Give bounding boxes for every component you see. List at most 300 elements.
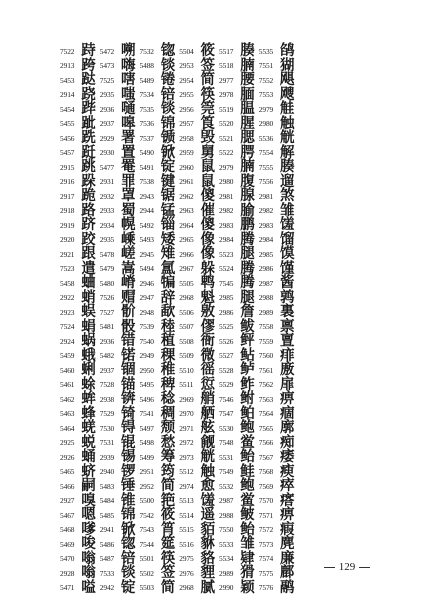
entry-number: 2971 [179, 423, 194, 433]
entry-number: 5533 [219, 539, 234, 549]
entry-number: 5534 [219, 554, 234, 564]
entry-character: 愆 [200, 376, 215, 393]
dictionary-entry [179, 131, 219, 146]
dictionary-entry [100, 523, 140, 538]
entry-character: 锬 [121, 565, 136, 581]
dictionary-entry [60, 523, 100, 538]
dictionary-entry [219, 102, 259, 117]
dictionary-entry [140, 320, 180, 335]
entry-number: 2988 [219, 510, 234, 520]
entry-character: 馍 [280, 246, 295, 262]
entry-character: 锯 [160, 188, 176, 204]
entry-number: 5461 [60, 380, 75, 390]
entry-number: 5480 [99, 278, 115, 288]
entry-number: 7523 [60, 264, 75, 274]
entry-number: 5477 [99, 162, 115, 172]
entry-number: 2969 [179, 394, 194, 404]
entry-number: 2982 [258, 206, 274, 216]
entry-number: 2935 [99, 90, 115, 100]
entry-character: 嵩 [121, 260, 136, 277]
entry-number: 5468 [60, 525, 75, 535]
entry-character: 筹 [160, 449, 176, 465]
entry-number: 2928 [60, 568, 75, 578]
entry-character: 嗐 [121, 72, 136, 88]
entry-number: 2933 [99, 206, 115, 216]
entry-number: 5521 [219, 133, 234, 143]
entry-number: 7522 [60, 46, 75, 56]
entry-character: 敫 [200, 304, 215, 320]
entry-character: 筲 [160, 521, 176, 538]
dictionary-entry [140, 479, 180, 494]
entry-number: 2918 [60, 206, 75, 216]
entry-character: 锝 [121, 420, 136, 436]
entry-number: 2943 [139, 191, 154, 201]
entry-character: 错 [121, 333, 136, 349]
entry-character: 锬 [160, 57, 176, 74]
entry-number: 2961 [179, 177, 194, 187]
entry-number: 2983 [219, 220, 234, 230]
entry-character: 蛴 [81, 463, 96, 480]
entry-number: 7560 [258, 351, 274, 361]
entry-character: 稔 [160, 391, 176, 407]
dictionary-entry [140, 233, 180, 248]
entry-character: 嗣 [81, 478, 96, 494]
entry-character: 躲 [200, 260, 215, 277]
dictionary-entry [259, 378, 299, 393]
entry-number: 2981 [219, 191, 234, 201]
dictionary-entry [140, 247, 180, 262]
dictionary-entry [179, 494, 219, 509]
dictionary-entry [100, 44, 140, 59]
dictionary-entry [179, 175, 219, 190]
entry-character: 锩 [160, 72, 176, 88]
entry-character: 辞 [160, 289, 176, 306]
dictionary-entry [60, 566, 100, 581]
entry-number: 5499 [139, 452, 154, 462]
dictionary-entry [60, 552, 100, 567]
entry-number: 2915 [60, 162, 75, 172]
dictionary-entry [259, 44, 299, 59]
entry-number: 5515 [179, 525, 194, 535]
dictionary-entry [100, 218, 140, 233]
entry-character: 简 [160, 579, 176, 596]
entry-character: 嵊 [121, 231, 136, 248]
dictionary-entry [100, 392, 140, 407]
entry-character: 鲏 [240, 507, 255, 523]
entry-character: 傻 [200, 188, 215, 204]
footer-dash-left [324, 567, 335, 568]
entry-character: 馏 [280, 231, 295, 248]
entry-number: 5478 [99, 249, 115, 259]
entry-number: 7572 [258, 525, 274, 535]
dictionary-entry [259, 436, 299, 451]
entry-character: 鲆 [240, 333, 255, 349]
entry-number: 5497 [139, 423, 154, 433]
entry-character: 嗍 [121, 43, 136, 59]
entry-number: 5482 [99, 351, 115, 361]
entry-number: 5528 [219, 365, 234, 375]
entry-number: 2936 [99, 104, 115, 114]
entry-number: 5473 [99, 61, 115, 71]
dictionary-entry [60, 421, 100, 436]
entry-character: 署 [121, 130, 136, 146]
entry-character: 筵 [160, 536, 176, 552]
dictionary-entry [179, 262, 219, 277]
dictionary-entry [219, 523, 259, 538]
dictionary-entry [179, 334, 219, 349]
entry-number: 7536 [139, 119, 154, 129]
entry-number: 7540 [139, 336, 154, 346]
entry-character: 腿 [240, 246, 255, 262]
entry-number: 5518 [219, 61, 234, 71]
entry-number: 2923 [60, 307, 75, 317]
entry-character: 鹑 [280, 289, 295, 306]
dictionary-entry [179, 44, 219, 59]
entry-character: 嗡 [81, 550, 96, 567]
entry-character: 稙 [160, 333, 176, 349]
dictionary-entry [259, 305, 299, 320]
entry-character: 遣 [81, 260, 96, 277]
entry-number: 5535 [258, 46, 274, 56]
entry-character: 蜍 [81, 376, 96, 393]
entry-character: 像 [200, 231, 215, 248]
entry-number: 5501 [139, 554, 154, 564]
entry-character: 蛹 [81, 449, 96, 465]
entry-number: 5460 [60, 365, 75, 375]
entry-character: 跨 [81, 57, 96, 74]
dictionary-entry [219, 73, 259, 88]
entry-character: 貅 [200, 536, 215, 552]
dictionary-entry [219, 117, 259, 132]
entry-character: 鹎 [200, 275, 215, 291]
entry-character: 嗨 [121, 57, 136, 74]
entry-character: 腺 [240, 188, 255, 204]
entry-character: 锡 [121, 449, 136, 465]
dictionary-entry [179, 160, 219, 175]
dictionary-entry [60, 349, 100, 364]
dictionary-entry [179, 59, 219, 74]
entry-character: 锬 [160, 101, 176, 117]
dictionary-entry [60, 73, 100, 88]
dictionary-entry [100, 407, 140, 422]
entry-character: 签 [200, 57, 215, 74]
entry-character: 跪 [81, 188, 96, 204]
dictionary-entry [140, 160, 180, 175]
entry-number: 2986 [219, 307, 234, 317]
entry-number: 5465 [60, 467, 75, 477]
entry-number: 5486 [99, 539, 115, 549]
entry-number: 2916 [60, 177, 75, 187]
entry-number: 2979 [258, 104, 274, 114]
entry-number: 5503 [139, 583, 154, 593]
entry-character: 鲎 [240, 492, 255, 509]
entry-number: 2949 [139, 351, 154, 361]
entry-number: 7552 [258, 75, 274, 85]
entry-number: 2957 [179, 119, 194, 129]
entry-character: 蛐 [81, 275, 96, 291]
entry-character: 锟 [121, 434, 136, 451]
entry-number: 2982 [219, 206, 234, 216]
entry-number: 5512 [179, 467, 194, 477]
entry-character: 禀 [280, 318, 295, 335]
entry-number: 5470 [60, 554, 75, 564]
entry-character: 馑 [280, 260, 295, 277]
dictionary-entry [219, 407, 259, 422]
dictionary-entry [140, 204, 180, 219]
entry-number: 2974 [179, 481, 194, 491]
dictionary-entry [100, 117, 140, 132]
dictionary-entry [259, 160, 299, 175]
entry-character: 蜊 [81, 362, 96, 378]
dictionary-entry [259, 218, 299, 233]
entry-number: 2989 [219, 568, 234, 578]
entry-number: 2979 [219, 162, 234, 172]
entry-number: 7530 [99, 423, 115, 433]
dictionary-entry [219, 44, 259, 59]
dictionary-entry [140, 334, 180, 349]
entry-number: 2984 [258, 235, 274, 245]
dictionary-entry [179, 189, 219, 204]
entry-character: 稑 [160, 318, 176, 335]
entry-number: 7539 [139, 322, 154, 332]
entry-number: 7524 [60, 322, 75, 332]
entry-number: 5517 [219, 46, 234, 56]
dictionary-entry [100, 204, 140, 219]
dictionary-entry [140, 349, 180, 364]
entry-character: 傻 [200, 217, 215, 233]
entry-character: 锚 [121, 376, 136, 393]
entry-number: 2958 [179, 133, 194, 143]
dictionary-entry [60, 160, 100, 175]
dictionary-entry [179, 508, 219, 523]
dictionary-entry [140, 552, 180, 567]
entry-number: 5491 [139, 162, 154, 172]
dictionary-entry [219, 479, 259, 494]
dictionary-entry [140, 117, 180, 132]
entry-number: 7533 [99, 568, 115, 578]
dictionary-entry [179, 247, 219, 262]
entry-character: 鲈 [240, 362, 255, 378]
entry-number: 7566 [258, 438, 274, 448]
dictionary-entry [140, 421, 180, 436]
entry-number: 5526 [219, 336, 234, 346]
entry-number: 5492 [139, 220, 154, 230]
entry-number: 7567 [258, 452, 274, 462]
dictionary-entry [60, 363, 100, 378]
entry-character: 嗅 [81, 492, 96, 509]
dictionary-entry [60, 581, 100, 596]
dictionary-entry [60, 146, 100, 161]
entry-character: 觎 [200, 434, 215, 451]
entry-number: 5507 [179, 322, 194, 332]
entry-character: 魁 [200, 289, 215, 306]
dictionary-entry [179, 204, 219, 219]
entry-number: 2924 [60, 336, 75, 346]
dictionary-entry [219, 146, 259, 161]
entry-character: 跹 [81, 144, 96, 161]
dictionary-entry [100, 537, 140, 552]
dictionary-entry [179, 436, 219, 451]
entry-character: 鲅 [240, 318, 255, 335]
dictionary-entry [140, 581, 180, 596]
dictionary-entry [219, 566, 259, 581]
dictionary-entry [259, 407, 299, 422]
entry-character: 筤 [200, 115, 215, 132]
dictionary-entry [259, 349, 299, 364]
entry-character: 鲌 [240, 405, 255, 422]
entry-number: 2941 [99, 525, 115, 535]
dictionary-entry [179, 537, 219, 552]
entry-character: 腾 [240, 231, 255, 248]
entry-character: 廒 [280, 362, 295, 378]
entry-number: 2955 [179, 90, 194, 100]
dictionary-entry [179, 88, 219, 103]
entry-number: 5488 [139, 61, 154, 71]
entry-character: 觟 [280, 101, 295, 117]
entry-number: 2939 [99, 452, 115, 462]
entry-number: 5509 [179, 351, 194, 361]
entry-character: 鼠 [200, 173, 215, 190]
entry-number: 5453 [60, 75, 75, 85]
entry-number: 5532 [219, 481, 234, 491]
entry-character: 鲐 [240, 449, 255, 465]
entry-number: 2963 [179, 206, 194, 216]
entry-character: 跺 [81, 173, 96, 190]
entry-character: 徭 [200, 362, 215, 378]
entry-number: 2950 [139, 365, 154, 375]
dictionary-entry [140, 465, 180, 480]
entry-character: 鼠 [200, 159, 215, 175]
entry-number: 7569 [258, 481, 274, 491]
entry-number: 2920 [60, 235, 75, 245]
entry-number: 7559 [258, 336, 274, 346]
entry-number: 5479 [99, 264, 115, 274]
dictionary-entry [100, 276, 140, 291]
entry-character: 煞 [280, 188, 295, 204]
entry-number: 5523 [219, 249, 234, 259]
dictionary-entry [219, 436, 259, 451]
entry-character: 鲐 [240, 521, 255, 538]
dictionary-entry [219, 88, 259, 103]
dictionary-entry [259, 88, 299, 103]
entry-character: 麂 [280, 536, 295, 552]
entry-number: 2981 [258, 191, 274, 201]
entry-character: 腭 [240, 144, 255, 161]
dictionary-entry [140, 436, 180, 451]
entry-number: 7562 [258, 380, 274, 390]
entry-number: 5458 [60, 278, 75, 288]
dictionary-entry [60, 247, 100, 262]
entry-character: 酱 [280, 275, 295, 291]
dictionary-entry [179, 117, 219, 132]
dictionary-entry [100, 334, 140, 349]
entry-number: 7554 [258, 148, 274, 158]
entry-number: 5510 [179, 365, 194, 375]
entry-number: 2990 [219, 583, 234, 593]
entry-number: 5529 [219, 380, 234, 390]
entry-character: 舾 [200, 405, 215, 422]
entry-character: 腠 [240, 43, 255, 59]
entry-character: 筱 [160, 507, 176, 523]
dictionary-entry [259, 131, 299, 146]
entry-number: 2947 [139, 293, 154, 303]
entry-character: 催 [200, 202, 215, 219]
entry-character: 蜕 [81, 434, 96, 451]
dictionary-entry [60, 276, 100, 291]
entry-number: 7528 [99, 380, 115, 390]
dictionary-entry [140, 508, 180, 523]
entry-number: 5484 [99, 496, 115, 506]
entry-column [60, 43, 100, 596]
dictionary-entry [219, 320, 259, 335]
entry-character: 腻 [200, 579, 215, 596]
entry-number: 2965 [179, 235, 194, 245]
dictionary-entry [219, 305, 259, 320]
entry-character: 腩 [240, 57, 255, 74]
entry-character: 腰 [240, 72, 255, 88]
entry-number: 2987 [219, 496, 234, 506]
entry-number: 2917 [60, 191, 75, 201]
dictionary-entry [259, 537, 299, 552]
dictionary-entry [179, 450, 219, 465]
footer-dash-right [359, 567, 370, 568]
entry-character: 嗌 [81, 579, 96, 596]
entry-character: 路 [81, 202, 96, 219]
entry-character: 稚 [160, 362, 176, 378]
dictionary-entry [179, 276, 219, 291]
entry-character: 像 [200, 246, 215, 262]
entry-character: 跳 [81, 159, 96, 175]
entry-number: 2980 [258, 119, 274, 129]
dictionary-entry [100, 479, 140, 494]
entry-character: 腼 [240, 86, 255, 103]
entry-number: 2931 [99, 177, 115, 187]
entry-number: 7531 [99, 438, 115, 448]
entry-number: 2968 [179, 583, 194, 593]
dictionary-entry [140, 494, 180, 509]
entry-column [219, 43, 259, 596]
dictionary-entry [100, 566, 140, 581]
entry-number: 5462 [60, 394, 75, 404]
entry-number: 2936 [99, 336, 115, 346]
entry-number: 5455 [60, 119, 75, 129]
dictionary-entry [219, 465, 259, 480]
entry-character: 签 [160, 565, 176, 581]
entry-character: 鹐 [280, 43, 295, 59]
entry-number: 2914 [60, 90, 75, 100]
entry-number: 5493 [139, 235, 154, 245]
dictionary-entry [219, 392, 259, 407]
dictionary-entry [140, 566, 180, 581]
entry-number: 5494 [139, 264, 154, 274]
entry-number: 5459 [60, 351, 75, 361]
entry-number: 5464 [60, 423, 75, 433]
entry-character: 愈 [200, 478, 215, 494]
dictionary-entry [259, 479, 299, 494]
entry-character: 跻 [81, 217, 96, 233]
dictionary-entry [259, 552, 299, 567]
dictionary-entry [60, 436, 100, 451]
dictionary-entry [100, 465, 140, 480]
dictionary-entry [100, 508, 140, 523]
entry-character: 锦 [121, 507, 136, 523]
entry-number: 2935 [99, 235, 115, 245]
entry-number: 2956 [179, 104, 194, 114]
dictionary-entry [140, 523, 180, 538]
entry-character: 觥 [200, 449, 215, 465]
entry-character: 骱 [121, 304, 136, 320]
entry-character: 貍 [200, 565, 215, 581]
